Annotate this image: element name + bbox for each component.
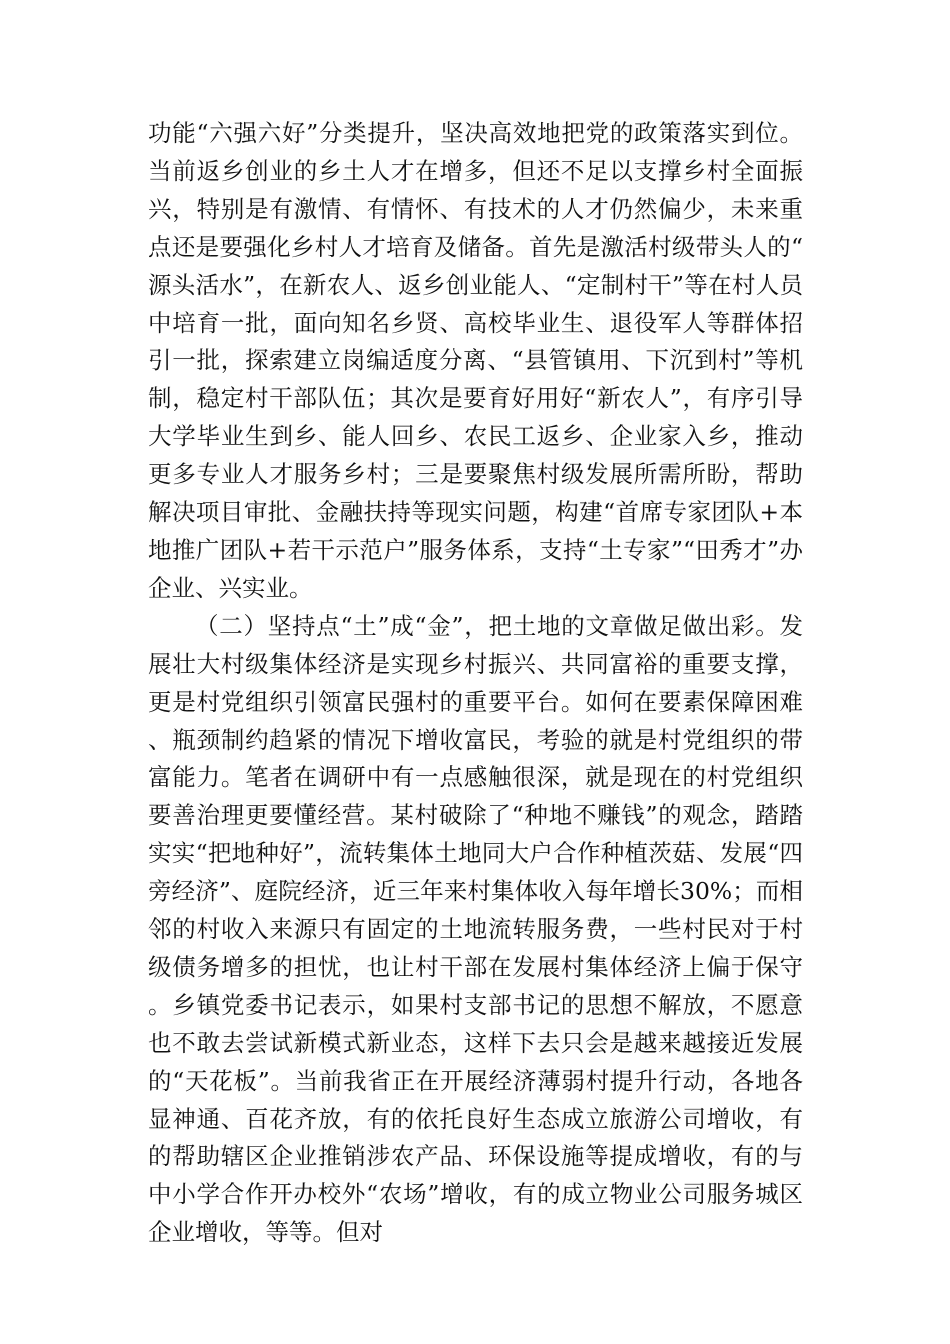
document-page — [148, 115, 803, 1252]
paragraph-rural-talent: 功能“六强六好”分类提升，坚决高效地把党的政策落实到位。当前返乡创业的乡土人才在增多，但还不足以支撑乡村全面振兴，特别是有激情、有情怀、有技术的人才仍然偏少，未来重点还是要强化乡村人才培育及储备。首先是激活村级带头人的“源头活水”，在新农人、返乡创业能人、“定制村干”等在村人员中培育一批，面向知名乡贤、高校毕业生、退役军人等群体招引一批，探索建立岗编适度分离、“县管镇用、下沉到村”等机制，稳定村干部队伍；其次是要育好用好“新农人”，有序引导大学毕业生到乡、能人回乡、农民工返乡、企业家入乡，推动更多专业人才服务乡村；三是要聚焦村级发展所需所盼，帮助解决项目审批、金融扶持等现实问题，构建“首席专家团队+本地推广团队+若干示范户”服务体系，支持“土专家”“田秀才”办企业、兴实业。 — [148, 119, 803, 602]
paragraph-land-economy: （二）坚持点“土”成“金”，把土地的文章做足做出彩。发展壮大村级集体经济是实现乡村振兴、共同富裕的重要支撑，更是村党组织引领富民强村的重要平台。如何在要素保障困难、瓶颈制约趋紧的情况下增收富民，考验的就是村党组织的带富能力。笔者在调研中有一点感触很深，就是现在的村党组织要善治理更要懂经营。某村破除了“种地不赚钱”的观念，踏踏实实“把地种好”，流转集体土地同大户合作种植茨菇、发展“四旁经济”、庭院经济，近三年来村集体收入每年增长30%；而相邻的村收入来源只有固定的土地流转服务费，一些村民对于村级债务增多的担忧，也让村干部在发展村集体经济上偏于保守。乡镇党委书记表示，如果村支部书记的思想不解放，不愿意也不敢去尝试新模式新业态，这样下去只会是越来越接近发展的“天花板”。当前我省正在开展经济薄弱村提升行动，各地各显神通、百花齐放，有的依托良好生态成立旅游公司增收，有的帮助辖区企业推销涉农产品、环保设施等提成增收，有的与中小学合作开办校外“农场”增收，有的成立物业公司服务城区企业增收，等等。但对 — [148, 611, 803, 1247]
